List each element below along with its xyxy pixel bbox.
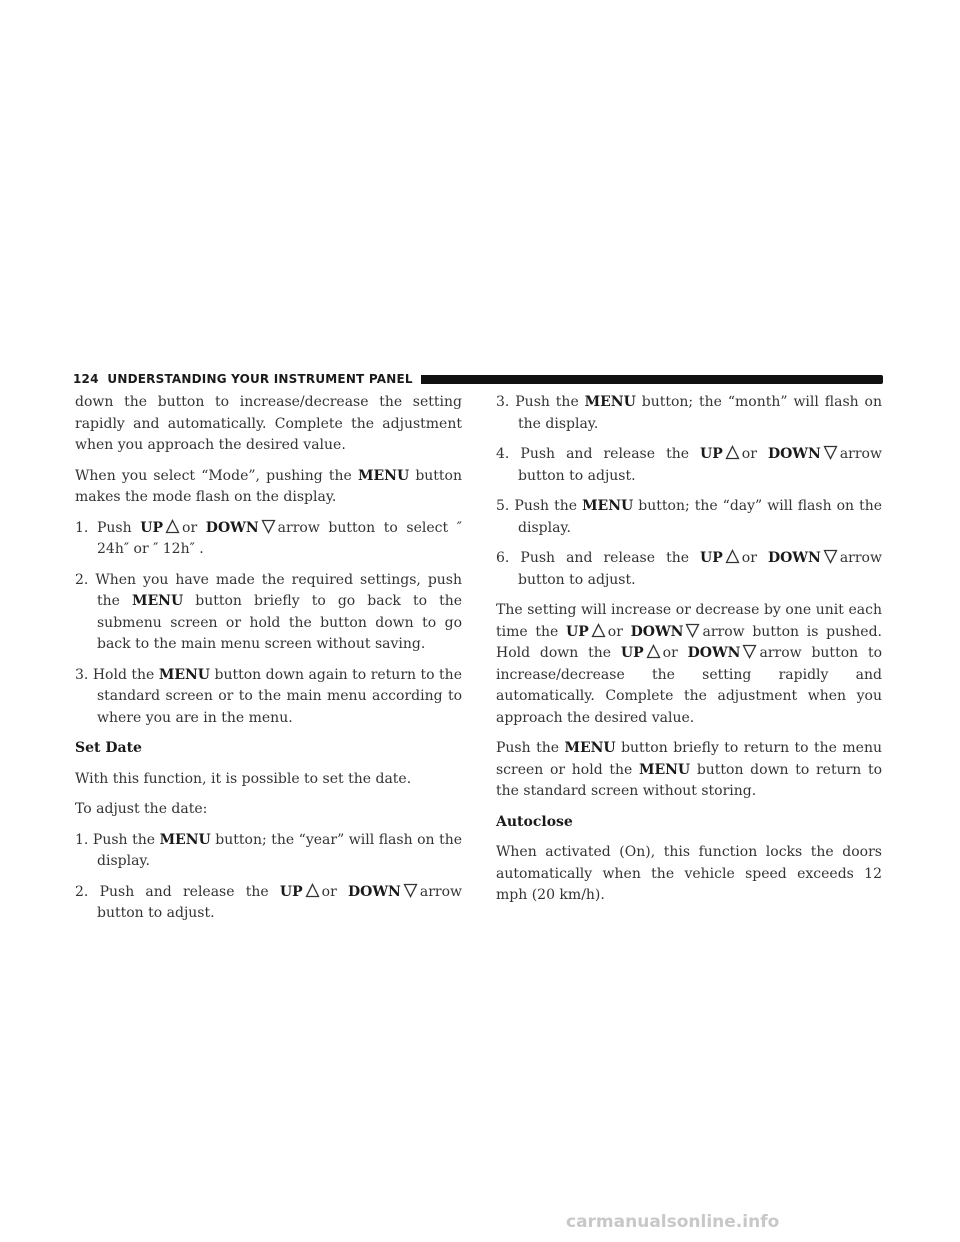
list-item: 3. Push the MENU button; the “month” will flash on the display. (496, 394, 882, 432)
section-heading: Autoclose (496, 813, 573, 830)
watermark: carmanualsonline.info (566, 1212, 780, 1232)
menu-term: MENU (158, 666, 211, 683)
down-term: DOWN (630, 623, 684, 640)
up-arrow-icon (725, 549, 740, 564)
up-arrow-icon (305, 883, 320, 898)
paragraph-push: Push the MENU button briefly to return to the menu screen or hold the MENU button down to return to the standard screen without storing. (496, 740, 883, 799)
down-arrow-icon (685, 623, 700, 638)
up-term: UP (620, 645, 644, 661)
down-arrow-icon (823, 549, 838, 564)
down-arrow-icon (742, 644, 757, 659)
page-header-text (73, 372, 413, 386)
list-item: 6. Push and release the UP or DOWN arrow button to adjust. (496, 550, 882, 588)
down-arrow-icon (823, 445, 838, 460)
up-term: UP (140, 519, 164, 536)
menu-term: MENU (159, 831, 211, 848)
left-column (75, 392, 462, 934)
up-arrow-icon (165, 519, 180, 534)
menu-term: MENU (564, 740, 616, 756)
up-term: UP (700, 550, 723, 566)
list-item: 1. Push UP or DOWN arrow button to select ″ 24h″ or ″ 12h″ . (75, 519, 463, 557)
list-item: 4. Push and release the UP or DOWN arrow button to adjust. (496, 446, 882, 484)
up-term: UP (566, 623, 589, 640)
list-item: 2. Push and release the UP or DOWN arrow button to adjust. (75, 883, 462, 921)
up-arrow-icon (591, 623, 606, 638)
down-arrow-icon (261, 519, 276, 534)
menu-term: MENU (357, 467, 410, 484)
list-item: 1. Push the MENU button; the “year” will flash on the display. (75, 831, 463, 869)
up-arrow-icon (725, 445, 740, 460)
page-header (73, 372, 883, 386)
down-term: DOWN (767, 550, 821, 566)
up-arrow-icon (646, 644, 661, 659)
section-title: UNDERSTANDING YOUR INSTRUMENT PANEL (107, 372, 413, 386)
down-term: DOWN (687, 645, 741, 661)
list-item: 5. Push the MENU button; the “day” will flash on the display. (496, 498, 883, 536)
down-term: DOWN (347, 883, 401, 900)
menu-term: MENU (132, 593, 184, 609)
down-term: DOWN (205, 519, 259, 536)
list-item: 3. Hold the MENU button down again to return to the standard screen or to the main menu according to where you are in the menu. (75, 666, 462, 726)
up-term: UP (700, 446, 723, 462)
right-column (496, 392, 882, 916)
menu-term: MENU (584, 394, 636, 410)
section-heading: Set Date (75, 740, 142, 756)
down-arrow-icon (403, 883, 418, 898)
list-item: 2. When you have made the required settings, push the MENU button briefly to go back to the submenu screen or hold the button down to go back to the main menu screen without saving. (75, 571, 462, 652)
down-term: DOWN (767, 446, 821, 462)
paragraph-mode: When you select “Mode”, pushing the MENU button makes the mode flash on the display. (75, 467, 463, 505)
menu-term: MENU (638, 761, 691, 778)
paragraph: To adjust the date: (75, 801, 208, 817)
paragraph-unit: The setting will increase or decrease by one unit each time the UP or DOWN arrow button is pushed. Hold down the UP or DOWN arrow button to increase/decrease the setting rapidly and automatically. Complete the adjustment when you approach the desired value. (496, 602, 883, 726)
up-term: UP (279, 883, 303, 900)
paragraph: With this function, it is possible to set the date. (75, 770, 412, 787)
menu-term: MENU (582, 498, 634, 514)
paragraph-continuation: down the button to increase/decrease the setting rapidly and automatically. Complete the adjustment when you approach the desired value. (75, 394, 462, 453)
header-rule (421, 375, 883, 384)
paragraph-autoclose: When activated (On), this function locks the doors automatically when the vehicle speed exceeds 12 mph (20 km/h). (496, 844, 882, 903)
page-number: 124 (73, 372, 99, 386)
